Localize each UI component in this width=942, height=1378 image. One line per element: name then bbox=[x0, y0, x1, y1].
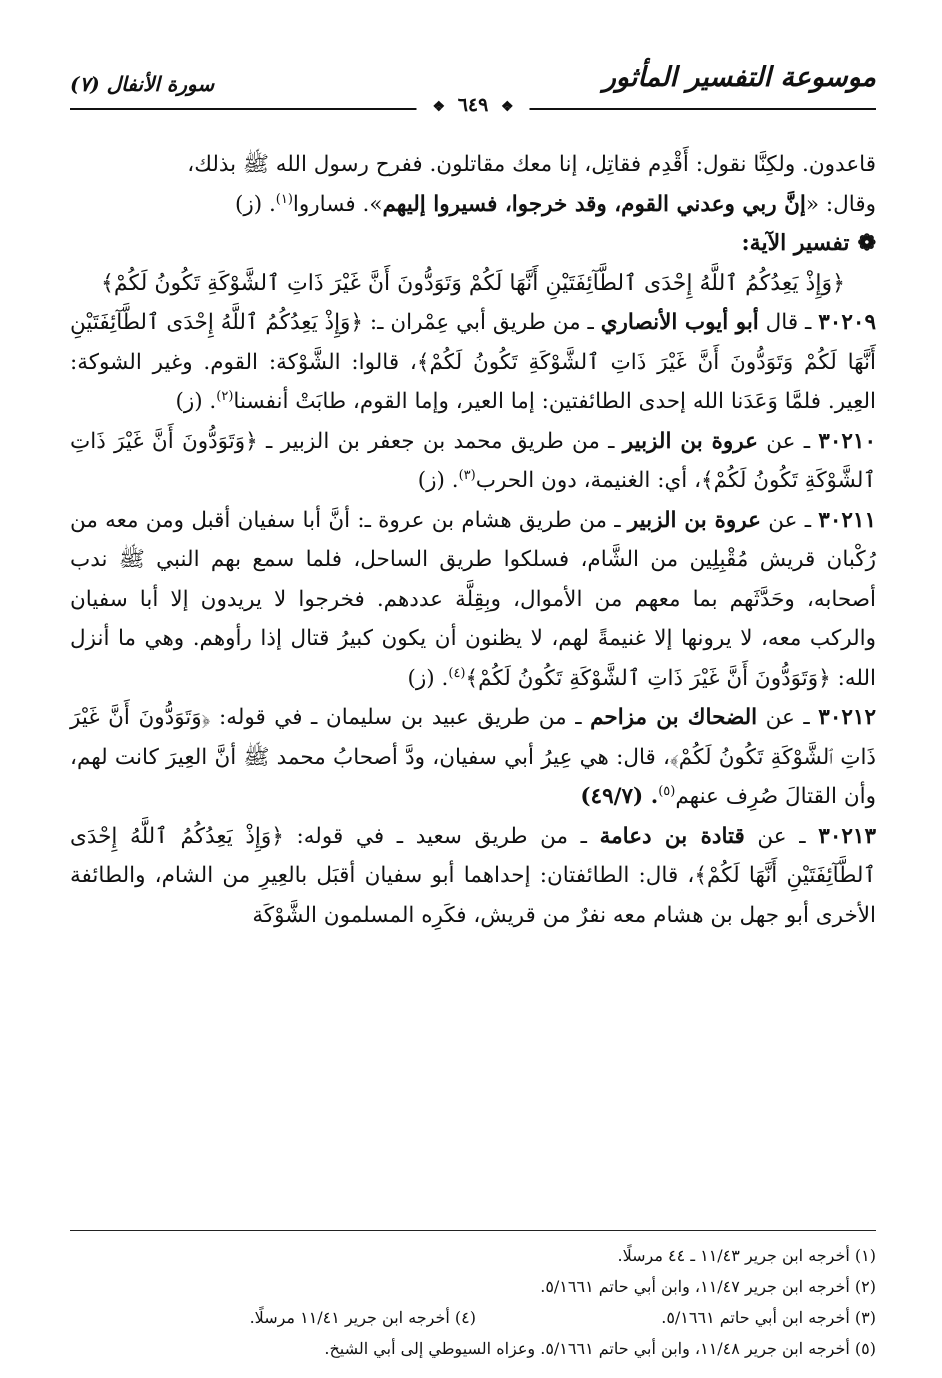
entry-number: ٣٠٢١٢ bbox=[818, 705, 877, 730]
section-heading bbox=[70, 224, 876, 264]
entry-number: ٣٠٢١٣ bbox=[818, 823, 877, 849]
entry-text: ـ من طريق محمد بن جعفر بن الزبير ـ ﴿وَتَوَدُّونَ أَنَّ غَيْرَ ذَاتِ ٱلشَّوْكَةِ تَكُونُ لَكُمْ﴾، أي: الغنيمة، دون الحرب bbox=[70, 428, 876, 493]
page-number: ٦٤٩ bbox=[457, 94, 489, 116]
narrator-name: أبو أيوب الأنصاري bbox=[600, 310, 759, 335]
entry-number: ٣٠٢١١ bbox=[818, 507, 877, 533]
narrator-name: عروة بن الزبير bbox=[622, 428, 758, 454]
ornament-icon: ❖ bbox=[432, 99, 446, 115]
intro-line-2: وقال: «إنَّ ربي وعدني القوم، وقد خرجوا، فسيروا إليهم». فساروا$^{(١)}$. (ز) bbox=[234, 191, 876, 217]
flower-icon: ❁ bbox=[857, 230, 876, 256]
entry-30209: ٣٠٢٠٩ ـ قال أبو أيوب الأنصاري ـ من طريق أبي عِمْران ـ: ﴿وَإِذْ يَعِدُكُمُ ٱللَّهُ إِحْدَى ٱلطَّآئِفَتَيْنِ أَنَّهَا لَكُمْ وَتَوَدُّونَ أَنَّ غَيْرَ ذَاتِ ٱلشَّوْكَةِ تَكُونُ لَكُمْ﴾، قالوا: الشَّوْكة: القوم. وغير الشوكة: العِير. فلمَّا وَعَدَنا الله إحدى الطائفتين: إما العير، وإما القوم، طابَتْ أنفسنا$^{(٢)}$. (ز) bbox=[70, 310, 876, 414]
footnotes bbox=[70, 1240, 876, 1364]
narrator-name: الضحاك بن مزاحم bbox=[590, 705, 758, 730]
footnote-ref: (٢) bbox=[216, 388, 234, 404]
entry-text: ـ من طريق سعيد ـ في قوله: ﴿وَإِذْ يَعِدُكُمُ ٱللَّهُ إِحْدَى ٱلطَّآئِفَتَيْنِ أَنَّهَا لَكُمْ﴾، قال: الطائفتان: إحداهما أبو سفيان أقبَل بالعِيرِ من الشام، والطائفة الأخرى أبو جهل بن هشام معه نفرٌ من قريش، فكَرِه المسلمون الشَّوْكَة bbox=[70, 823, 876, 928]
book-title: موسوعة التفسير المأثور bbox=[602, 62, 876, 93]
footnote-ref: (٤) bbox=[448, 665, 466, 681]
section-title: تفسير الآية: bbox=[741, 230, 850, 256]
surah-label: سورة الأنفال (٧) bbox=[70, 72, 215, 96]
page-header bbox=[70, 58, 876, 116]
footnote-4: (٤) أخرجه ابن جرير ١١/٤١ مرسلًا. bbox=[249, 1308, 476, 1327]
entry-30213: ٣٠٢١٣ ـ عن قتادة بن دعامة ـ من طريق سعيد ـ في قوله: ﴿وَإِذْ يَعِدُكُمُ ٱللَّهُ إِحْدَى ٱلطَّآئِفَتَيْنِ أَنَّهَا لَكُمْ﴾، قال: الطائفتان: إحداهما أبو سفيان أقبَل بالعِيرِ من الشام، والطائفة الأخرى أبو جهل بن هشام معه نفرٌ من قريش، فكَرِه المسلمون الشَّوْكَة bbox=[70, 823, 877, 928]
footnote-ref: (٥) bbox=[658, 783, 676, 799]
intro-line-1: قاعدون. ولكِنَّا نقول: أَقْدِم فقاتِل، إنا معك مقاتلون. ففرح رسول الله ﷺ بذلك، bbox=[187, 152, 876, 177]
page-number-block bbox=[417, 94, 530, 116]
ornament-icon: ❖ bbox=[500, 99, 514, 115]
entry-number: ٣٠٢١٠ bbox=[818, 428, 877, 454]
book-page bbox=[70, 58, 877, 1358]
footnote-ref: (٣) bbox=[458, 467, 476, 483]
footnote-2: (٢) أخرجه ابن جرير ١١/٤٧، وابن أبي حاتم ٥/١٦٦١. bbox=[540, 1277, 876, 1296]
narrator-name: قتادة بن دعامة bbox=[599, 823, 745, 849]
footnote-5: (٥) أخرجه ابن جرير ١١/٤٨، وابن أبي حاتم ٥/١٦٦١. وعزاه السيوطي إلى أبي الشيخ. bbox=[324, 1339, 876, 1358]
main-text bbox=[70, 145, 876, 935]
footnote-3: (٣) أخرجه ابن أبي حاتم ٥/١٦٦١. bbox=[661, 1308, 876, 1327]
entry-text: ـ من طريق أبي عِمْران ـ: ﴿وَإِذْ يَعِدُكُمُ ٱللَّهُ إِحْدَى ٱلطَّآئِفَتَيْنِ أَنَّهَا لَكُمْ وَتَوَدُّونَ أَنَّ غَيْرَ ذَاتِ ٱلشَّوْكَةِ تَكُونُ لَكُمْ﴾، قالوا: الشَّوْكة: القوم. وغير الشوكة: العِير. فلمَّا وَعَدَنا الله إحدى الطائفتين: إما العير، وإما القوم، طابَتْ أنفسنا bbox=[70, 310, 876, 414]
footnote-1: (١) أخرجه ابن جرير ١١/٤٣ ـ ٤٤ مرسلًا. bbox=[617, 1246, 876, 1265]
footnote-row bbox=[70, 1302, 876, 1333]
entry-text: ـ من طريق هشام بن عروة ـ: أنَّ أبا سفيان أقبل ومن معه من رُكْبان قريش مُقْبِلِين من الشَّام، فسلكوا طريق الساحل، فلما سمع بهم النبي ﷺ ندب أصحابه، وحَدَّثَهم بما معهم من الأموال، وبِقِلَّة عددهم. فخرجوا لا يريدون إلا أبا سفيان والركب معه، لا يرونها إلا غنيمةً لهم، لا يظنون أن يكون كبيرُ قتال إذا رأوهم. وهي ما أنزل الله: ﴿وَتَوَدُّونَ أَنَّ غَيْرَ ذَاتِ ٱلشَّوْكَةِ تَكُونُ لَكُمْ﴾ bbox=[70, 507, 876, 691]
ayah-text: ﴿وَإِذْ يَعِدُكُمُ ٱللَّهُ إِحْدَى ٱلطَّآئِفَتَيْنِ أَنَّهَا لَكُمْ وَتَوَدُّونَ أَنَّ غَيْرَ ذَاتِ ٱلشَّوْكَةِ تَكُونُ لَكُمْ﴾ bbox=[101, 270, 845, 296]
footnote-ref: (١) bbox=[275, 191, 293, 207]
entry-30211: ٣٠٢١١ ـ عن عروة بن الزبير ـ من طريق هشام بن عروة ـ: أنَّ أبا سفيان أقبل ومن معه من رُكْبان قريش مُقْبِلِين من الشَّام، فسلكوا طريق الساحل، فلما سمع بهم النبي ﷺ ندب أصحابه، وحَدَّثَهم بما معهم من الأموال، وبِقِلَّة عددهم. فخرجوا لا يريدون إلا أبا سفيان والركب معه، لا يرونها إلا غنيمةً لهم، لا يظنون أن يكون كبيرُ قتال إذا رأوهم. وهي ما أنزل الله: ﴿وَتَوَدُّونَ أَنَّ غَيْرَ ذَاتِ ٱلشَّوْكَةِ تَكُونُ لَكُمْ﴾$^{(٤)}$. (ز) bbox=[70, 507, 877, 691]
entry-text: ـ من طريق عبيد بن سليمان ـ في قوله: ﴿وَتَوَدُّونَ أَنَّ غَيْرَ ذَاتِ ٱلشَّوْكَةِ تَكُونُ لَكُمْ﴾، قال: هي عِيرُ أبي سفيان، ودَّ أصحابُ محمد ﷺ أنَّ العِيرَ كانت لهم، وأن القتالَ صُرِف عنهم bbox=[70, 705, 876, 809]
entry-30212: ٣٠٢١٢ ـ عن الضحاك بن مزاحم ـ من طريق عبيد بن سليمان ـ في قوله: ﴿وَتَوَدُّونَ أَنَّ غَيْرَ ذَاتِ ٱلشَّوْكَةِ تَكُونُ لَكُمْ﴾، قال: هي عِيرُ أبي سفيان، ودَّ أصحابُ محمد ﷺ أنَّ العِيرَ كانت لهم، وأن القتالَ صُرِف عنهم$^{(٥)}$. (٤٩/٧) bbox=[70, 705, 877, 809]
entry-number: ٣٠٢٠٩ bbox=[818, 310, 876, 335]
narrator-name: عروة بن الزبير bbox=[627, 507, 761, 533]
hadith-quote: إنَّ ربي وعدني القوم، وقد خرجوا، فسيروا إليهم bbox=[382, 191, 806, 217]
entry-30210: ٣٠٢١٠ ـ عن عروة بن الزبير ـ من طريق محمد بن جعفر بن الزبير ـ ﴿وَتَوَدُّونَ أَنَّ غَيْرَ ذَاتِ ٱلشَّوْكَةِ تَكُونُ لَكُمْ﴾، أي: الغنيمة، دون الحرب$^{(٣)}$. (ز) bbox=[70, 428, 877, 493]
